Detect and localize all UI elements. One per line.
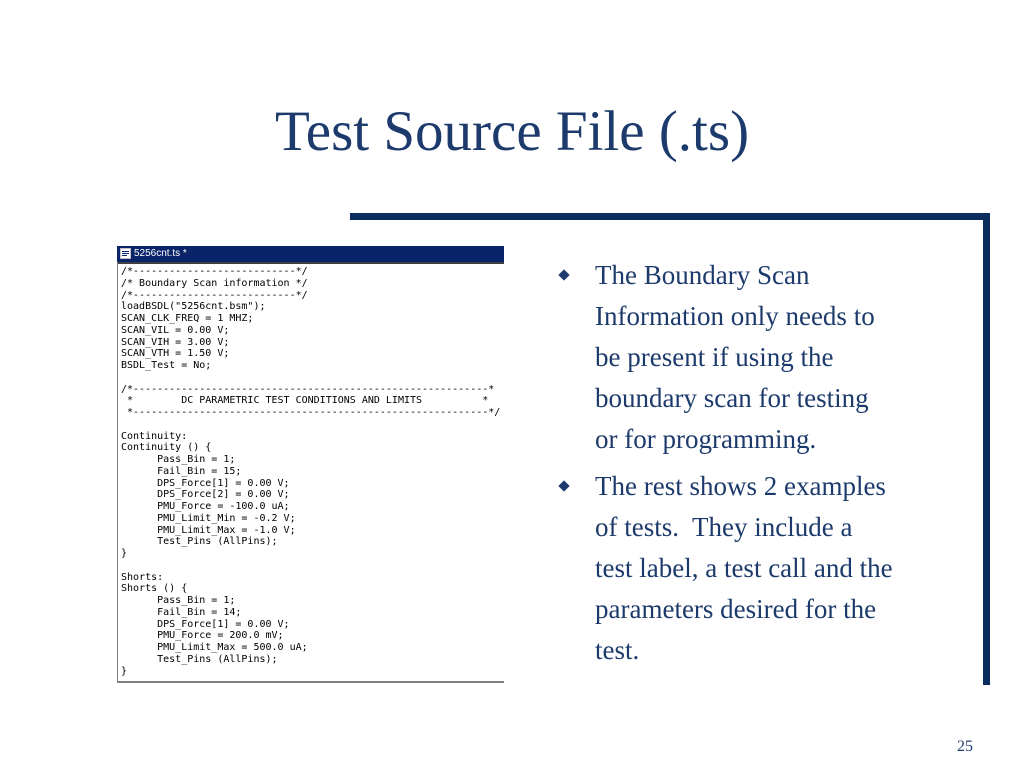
- editor-screenshot: [117, 246, 504, 683]
- code-text: [121, 266, 500, 677]
- code-line: [121, 560, 500, 572]
- code-line: DPS_Force[2] = 0.00 V;: [121, 489, 290, 501]
- code-line: SCAN_VTH = 1.50 V;: [121, 348, 230, 360]
- code-line: Continuity () {: [121, 442, 212, 454]
- bullet-text-line: parameters desired for the: [595, 594, 877, 624]
- code-line: SCAN_VIH = 3.00 V;: [121, 336, 230, 348]
- code-line: Test_Pins (AllPins);: [121, 653, 278, 665]
- code-line: Continuity:: [121, 430, 188, 442]
- code-line: PMU_Limit_Max = -1.0 V;: [121, 524, 296, 536]
- code-line: Fail_Bin = 14;: [121, 606, 242, 618]
- editor-titlebar: [117, 246, 504, 262]
- code-line: loadBSDL("5256cnt.bsm");: [121, 301, 266, 313]
- code-line: *-----------------------------------------------------------*/: [121, 407, 501, 418]
- code-line: PMU_Force = 200.0 mV;: [121, 630, 284, 642]
- code-line: Fail_Bin = 15;: [121, 465, 242, 477]
- code-line: }: [121, 548, 128, 559]
- code-line: PMU_Force = -100.0 uA;: [121, 501, 290, 512]
- code-line: SCAN_VIL = 0.00 V;: [121, 324, 230, 336]
- editor-top-border: [118, 262, 504, 264]
- code-line: /*-----------------------------------------------------------*: [121, 383, 495, 395]
- code-line: * DC PARAMETRIC TEST CONDITIONS AND LIMITS *: [121, 395, 489, 407]
- code-line: PMU_Limit_Max = 500.0 uA;: [121, 642, 308, 653]
- bullet-text-line: Information only needs to: [595, 301, 875, 331]
- code-line: SCAN_CLK_FREQ = 1 MHZ;: [121, 313, 254, 324]
- diamond-bullet-icon: [558, 480, 569, 491]
- bullet-text-line: test.: [595, 635, 640, 665]
- bullet-text-line: be present if using the: [595, 342, 834, 372]
- editor-window-title: 5256cnt.ts *: [134, 248, 187, 259]
- code-line: Pass_Bin = 1;: [121, 454, 236, 465]
- editor-body: [117, 262, 504, 683]
- code-line: [121, 419, 500, 431]
- code-line: BSDL_Test = No;: [121, 360, 212, 371]
- bullet-text-line: test label, a test call and the: [595, 553, 893, 583]
- code-line: Shorts () {: [121, 583, 188, 595]
- code-line: Shorts:: [121, 571, 164, 583]
- code-line: Test_Pins (AllPins);: [121, 536, 278, 548]
- frame-right-bar: [983, 213, 990, 685]
- code-line: /*---------------------------*/: [121, 289, 308, 301]
- frame-top-bar: [350, 213, 990, 220]
- code-line: [121, 372, 500, 384]
- bullet-item: [558, 466, 978, 671]
- code-line: DPS_Force[1] = 0.00 V;: [121, 477, 290, 489]
- code-line: }: [121, 665, 128, 677]
- bullet-text-line: of tests. They include a: [595, 512, 853, 542]
- document-icon: [120, 248, 131, 259]
- page-number: 25: [957, 738, 973, 755]
- editor-bottom-border: [118, 681, 504, 683]
- bullet-text-line: or for programming.: [595, 424, 817, 454]
- diamond-bullet-icon: [558, 269, 569, 280]
- slide-title: Test Source File (.ts): [274, 100, 750, 163]
- bullet-item: [558, 255, 978, 460]
- code-line: PMU_Limit_Min = -0.2 V;: [121, 512, 296, 524]
- code-line: Pass_Bin = 1;: [121, 595, 236, 606]
- code-line: /*---------------------------*/: [121, 266, 308, 277]
- code-line: DPS_Force[1] = 0.00 V;: [121, 618, 290, 630]
- bullet-text-line: boundary scan for testing: [595, 383, 869, 413]
- bullet-list: [558, 255, 978, 677]
- code-line: /* Boundary Scan information */: [121, 277, 308, 289]
- bullet-text-line: The rest shows 2 examples: [595, 471, 886, 501]
- bullet-text-line: The Boundary Scan: [595, 260, 810, 290]
